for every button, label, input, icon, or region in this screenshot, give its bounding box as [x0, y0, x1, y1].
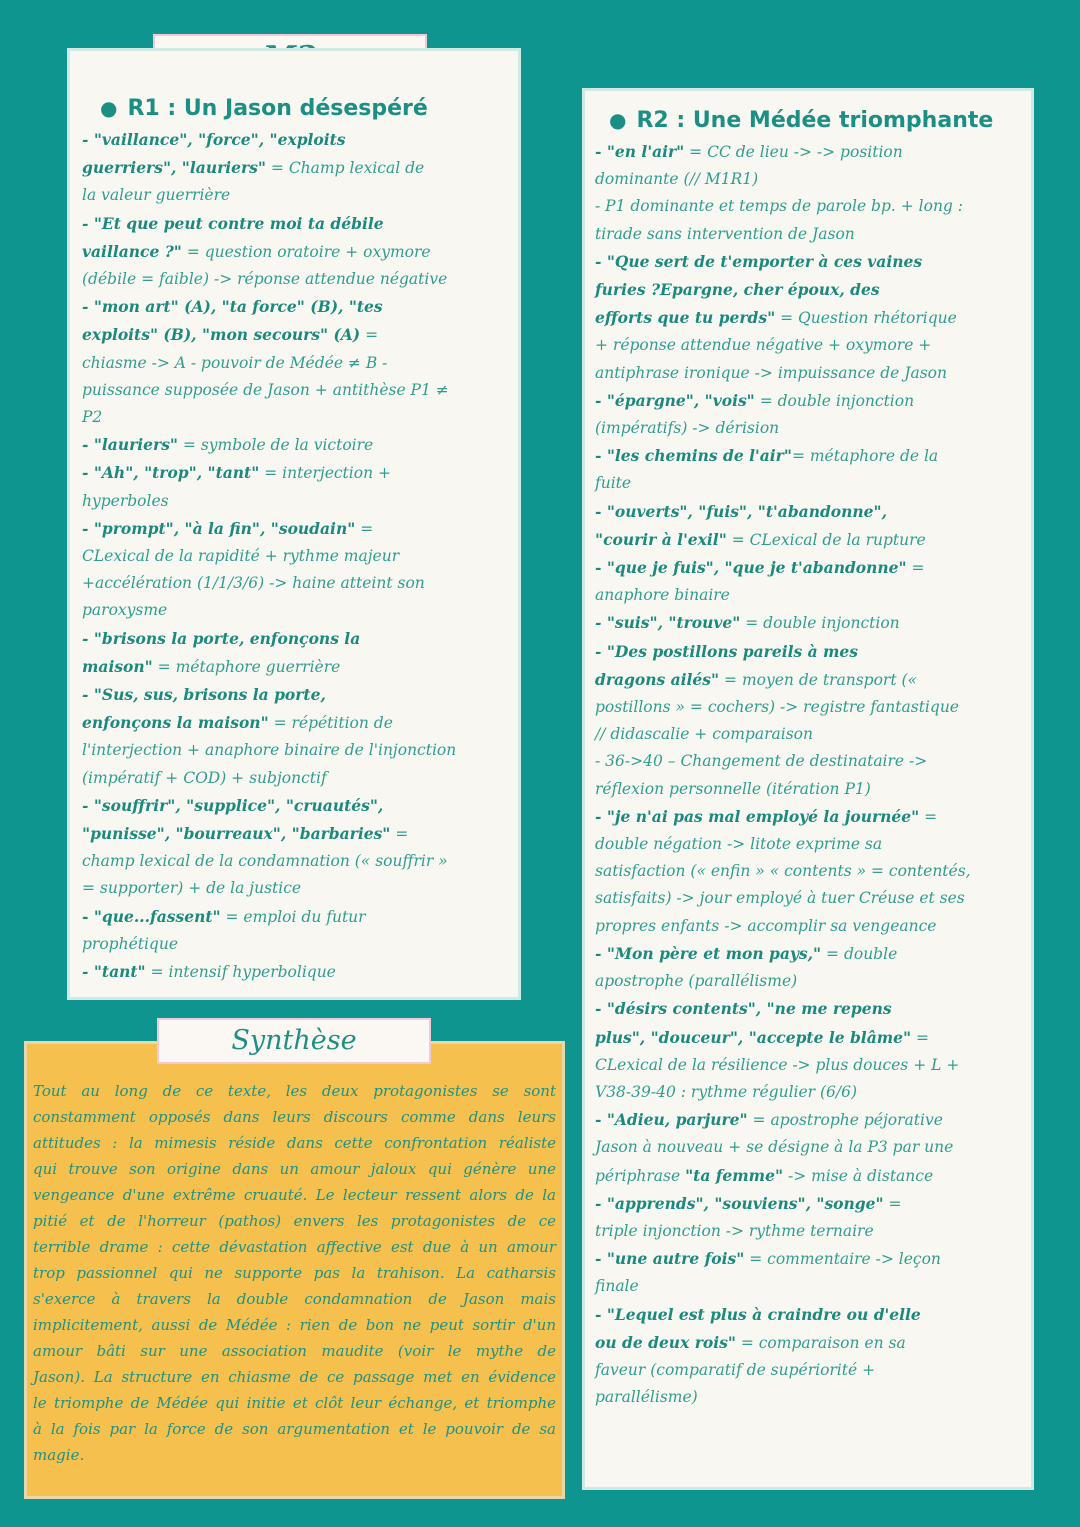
annotation-text: = métaphore guerrière: [152, 657, 341, 676]
synthese-title: Synthèse: [231, 1025, 357, 1056]
r2-note-line: [595, 913, 1021, 940]
r2-note-line: [595, 1245, 1021, 1273]
annotation-text: = Champ lexical de: [265, 159, 425, 178]
quoted-term: - "Ah", "trop", "tant": [82, 463, 260, 483]
synthese-line: trop passionnel qui ne supporte pas la trahison. La catharsis: [33, 1264, 556, 1282]
annotation-text: = comparaison en sa: [735, 1333, 906, 1352]
annotation-text: = Question rhétorique: [775, 309, 957, 328]
quoted-term: "ta femme": [685, 1165, 784, 1185]
r2-note-line: [595, 1273, 1021, 1300]
annotation-text: (impératifs) -> dérision: [595, 419, 780, 438]
annotation-text: V38-39-40 : rythme régulier (6/6): [595, 1082, 858, 1101]
r2-note-line: [595, 748, 1021, 775]
synthese-line: le triomphe de Médée qui initie et clôt leur échange, et triomphe: [33, 1394, 556, 1412]
annotation-text: triple injonction -> rythme ternaire: [595, 1221, 874, 1240]
r2-note-line: [595, 1024, 1021, 1052]
r1-note-line: [82, 404, 508, 431]
r2-note-line: [595, 1134, 1021, 1161]
quoted-term: - "lauriers": [82, 435, 178, 455]
r2-note-line: [595, 387, 1021, 415]
section-heading-r2: ● R2 : Une Médée triomphante: [609, 108, 994, 133]
r2-note-line: [595, 803, 1021, 831]
annotation-text: = emploi du futur: [220, 907, 366, 926]
annotation-text: =: [911, 1028, 929, 1047]
annotation-text: = moyen de transport («: [719, 670, 918, 689]
quoted-term: furies ?Epargne, cher époux, des: [595, 280, 880, 300]
annotation-text: = intensif hyperbolique: [145, 963, 336, 982]
r2-note-line: [595, 721, 1021, 748]
annotation-text: - P1 dominante et temps de parole bp. + long :: [595, 197, 963, 216]
r1-note-line: [82, 293, 508, 321]
r1-note-line: [82, 321, 508, 349]
r1-note-line: [82, 820, 508, 848]
quoted-term: - "Adieu, parjure": [595, 1110, 748, 1130]
r2-note-line: [595, 554, 1021, 582]
r2-note-line: [595, 1218, 1021, 1245]
r2-note-line: [595, 276, 1021, 304]
quoted-term: - "une autre fois": [595, 1249, 745, 1269]
r2-note-line: [595, 666, 1021, 694]
r2-note-line: [595, 526, 1021, 554]
annotation-text: (impératif + COD) + subjonctif: [82, 768, 327, 787]
r2-note-line: [595, 470, 1021, 497]
quoted-term: - "vaillance", "force", "exploits: [82, 130, 346, 149]
r1-note-line: [82, 543, 508, 570]
r1-note-line: [82, 792, 508, 820]
annotation-text: l'interjection + anaphore binaire de l'injonction: [82, 741, 457, 760]
quoted-term: - "Et que peut contre moi ta débile: [82, 213, 384, 233]
r1-note-line: [82, 903, 508, 931]
r2-note-line: [595, 831, 1021, 858]
annotation-text: = symbole de la victoire: [178, 436, 374, 455]
annotation-text: = question oratoire + oxymore: [181, 242, 431, 261]
annotation-text: parallélisme): [595, 1388, 698, 1407]
quoted-term: plus", "douceur", "accepte le blâme": [595, 1027, 912, 1047]
r2-note-line: [595, 332, 1021, 359]
r1-note-line: [82, 459, 508, 487]
r2-note-line: [595, 1384, 1021, 1411]
r1-note-line: [82, 681, 508, 709]
synthese-line: attitudes : la mimesis réside dans cette confrontation réaliste: [33, 1134, 556, 1152]
annotation-text: CLexical de la résilience -> plus douces + L +: [595, 1055, 960, 1074]
r1-note-line: [82, 515, 508, 543]
quoted-term: enfonçons la maison": [82, 713, 269, 733]
annotation-text: = CC de lieu -> -> position: [684, 143, 903, 161]
quoted-term: - "en l'air": [595, 142, 685, 161]
annotation-text: =: [906, 559, 925, 578]
r2-note-line: [595, 1301, 1021, 1329]
annotation-text: fuite: [595, 474, 632, 493]
synthese-line: vengeance d'une extrême cruauté. Le lecteur ressent alors de la: [33, 1186, 556, 1204]
annotation-text: P2: [82, 408, 103, 427]
annotation-text: hyperboles: [82, 491, 169, 510]
r1-note-line: [82, 737, 508, 764]
annotation-text: (débile = faible) -> réponse attendue négative: [82, 270, 448, 289]
r2-note-line: [595, 968, 1021, 995]
r2-note-line: [595, 694, 1021, 721]
r1-note-line: [82, 625, 508, 653]
r2-note-line: [595, 138, 1021, 166]
annotation-text: = supporter) + de la justice: [82, 879, 302, 898]
r2-note-line: [595, 248, 1021, 276]
annotation-text: prophétique: [82, 934, 179, 953]
annotation-text: chiasme -> A - pouvoir de Médée ≠ B -: [82, 353, 388, 372]
synthese-text: [33, 1078, 556, 1468]
r1-note-line: [82, 182, 508, 209]
r2-note-line: [595, 638, 1021, 666]
r2-note-line: [595, 1162, 1021, 1190]
synthese-line: Tout au long de ce texte, les deux protagonistes se sont: [33, 1082, 556, 1100]
quoted-term: - "tant": [82, 962, 146, 982]
quoted-term: maison": [82, 656, 153, 676]
annotation-text: CLexical de la rapidité + rythme majeur: [82, 547, 400, 566]
r1-note-line: [82, 210, 508, 238]
annotation-text: =: [360, 326, 379, 345]
annotation-text: + réponse attendue négative + oxymore +: [595, 336, 932, 355]
annotation-text: -> mise à distance: [783, 1166, 934, 1185]
r2-note-line: [595, 776, 1021, 803]
r2-notes: [595, 138, 1021, 1411]
annotation-text: +accélération (1/1/3/6) -> haine atteint son: [82, 574, 425, 593]
r1-note-line: [82, 488, 508, 515]
annotation-text: satisfaction (« enfin » « contents » = contentés,: [595, 862, 971, 881]
r2-note-line: [595, 304, 1021, 332]
quoted-term: - "ouverts", "fuis", "t'abandonne",: [595, 501, 888, 521]
annotation-text: =: [883, 1194, 902, 1213]
r2-note-line: [595, 582, 1021, 609]
quoted-term: - "apprends", "souviens", "songe": [595, 1193, 884, 1213]
r1-note-line: [82, 377, 508, 404]
quoted-term: "courir à l'exil": [595, 529, 727, 549]
annotation-text: // didascalie + comparaison: [595, 725, 813, 744]
r1-note-line: [82, 597, 508, 624]
annotation-text: puissance supposée de Jason + antithèse P1 ≠: [82, 380, 449, 399]
annotation-text: tirade sans intervention de Jason: [595, 224, 855, 243]
quoted-term: exploits" (B), "mon secours" (A): [82, 325, 361, 345]
r1-note-line: [82, 931, 508, 958]
r1-note-line: [82, 126, 508, 154]
annotation-text: = interjection +: [259, 464, 391, 483]
annotation-text: = métaphore de la: [791, 447, 939, 466]
quoted-term: - "Sus, sus, brisons la porte,: [82, 685, 326, 705]
synthese-line: constamment opposés dans leurs discours comme dans leurs: [33, 1108, 556, 1126]
synthese-title-tab: [157, 1018, 431, 1064]
annotation-text: postillons » = cochers) -> registre fantastique: [595, 698, 959, 717]
quoted-term: - "je n'ai pas mal employé la journée": [595, 806, 920, 826]
quoted-term: dragons ailés": [595, 669, 720, 689]
annotation-text: propres enfants -> accomplir sa vengeance: [595, 916, 937, 935]
quoted-term: efforts que tu perds": [595, 308, 776, 328]
r2-note-line: [595, 995, 1021, 1023]
r1-note-line: [82, 958, 508, 986]
r2-note-line: [595, 609, 1021, 637]
r1-note-line: [82, 875, 508, 902]
annotation-text: =: [355, 519, 374, 538]
quoted-term: - "prompt", "à la fin", "soudain": [82, 518, 356, 538]
quoted-term: - "que...fassent": [82, 906, 221, 926]
quoted-term: - "Lequel est plus à craindre ou d'elle: [595, 1304, 921, 1324]
annotation-text: - 36->40 – Changement de destinataire ->: [595, 752, 928, 771]
r1-note-line: [82, 431, 508, 459]
synthese-line: terrible drame : cette dévastation affective est due à un amour: [33, 1238, 556, 1256]
synthese-line: Jason). La structure en chiasme de ce passage met en évidence: [33, 1368, 556, 1386]
r1-note-line: [82, 653, 508, 681]
synthese-line: qui trouve son origine dans un amour jaloux qui génère une: [33, 1160, 556, 1178]
annotation-text: périphrase: [595, 1166, 686, 1185]
synthese-line: pitié et de l'horreur (pathos) envers les protagonistes de ce: [33, 1212, 556, 1230]
r1-note-line: [82, 848, 508, 875]
synthese-line: à la fois par la force de son argumentation et le pouvoir de sa: [33, 1420, 556, 1438]
synthese-line: amour bâti sur une association maudite (voir le mythe de: [33, 1342, 556, 1360]
quoted-term: - "souffrir", "supplice", "cruautés",: [82, 795, 384, 815]
quoted-term: "punisse", "bourreaux", "barbaries": [82, 824, 391, 844]
r1-note-line: [82, 709, 508, 737]
r2-note-line: [595, 1329, 1021, 1357]
r2-note-line: [595, 360, 1021, 387]
section-heading-r1: ● R1 : Un Jason désespéré: [100, 96, 428, 121]
annotation-text: paroxysme: [82, 601, 168, 620]
r2-note-line: [595, 858, 1021, 885]
r1-note-line: [82, 350, 508, 377]
quoted-term: - "épargne", "vois": [595, 390, 755, 410]
r2-note-line: [595, 1052, 1021, 1079]
r2-note-line: [595, 885, 1021, 912]
annotation-text: = commentaire -> leçon: [744, 1250, 941, 1269]
quoted-term: - "Mon père et mon pays,": [595, 943, 822, 963]
r1-note-line: [82, 570, 508, 597]
r2-note-line: [595, 498, 1021, 526]
annotation-text: champ lexical de la condamnation (« souffrir »: [82, 852, 448, 871]
r2-note-line: [595, 1079, 1021, 1106]
quoted-term: - "les chemins de l'air": [595, 446, 792, 466]
synthese-box: [24, 1041, 565, 1499]
annotation-text: faveur (comparatif de supériorité +: [595, 1360, 876, 1379]
annotation-text: apostrophe (parallélisme): [595, 972, 798, 991]
quoted-term: - "que je fuis", "que je t'abandonne": [595, 558, 907, 578]
annotation-text: = répétition de: [268, 714, 393, 733]
annotation-text: finale: [595, 1277, 639, 1296]
r2-note-line: [595, 193, 1021, 220]
annotation-text: =: [390, 825, 409, 844]
quoted-term: - "Des postillons pareils à mes: [595, 641, 859, 661]
synthese-line: magie.: [33, 1446, 85, 1464]
annotation-text: = double: [821, 944, 898, 963]
r2-note-line: [595, 415, 1021, 442]
quoted-term: - "mon art" (A), "ta force" (B), "tes: [82, 297, 383, 317]
r2-note-line: [595, 1190, 1021, 1218]
annotation-text: la valeur guerrière: [82, 186, 231, 205]
annotation-text: antiphrase ironique -> impuissance de Jason: [595, 363, 947, 382]
annotation-text: Jason à nouveau + se désigne à la P3 par une: [595, 1138, 954, 1157]
r1-note-line: [82, 266, 508, 293]
synthese-line: implicitement, aussi de Médée : rien de bon ne peut sortir d'un: [33, 1316, 556, 1334]
r2-note-line: [595, 166, 1021, 193]
card-r2: [582, 88, 1034, 1490]
annotation-text: = CLexical de la rupture: [726, 530, 926, 549]
quoted-term: vaillance ?": [82, 241, 182, 261]
r1-note-line: [82, 154, 508, 182]
card-r1: [67, 48, 521, 1000]
annotation-text: réflexion personnelle (itération P1): [595, 779, 871, 798]
annotation-text: = apostrophe péjorative: [747, 1111, 943, 1130]
annotation-text: dominante (// M1R1): [595, 170, 759, 189]
quoted-term: guerriers", "lauriers": [82, 158, 266, 178]
annotation-text: =: [919, 807, 938, 826]
synthese-line: s'exerce à travers la double condamnation de Jason mais: [33, 1290, 556, 1308]
quoted-term: - "brisons la porte, enfonçons la: [82, 628, 361, 648]
quoted-term: ou de deux rois": [595, 1332, 736, 1352]
r1-notes: [82, 126, 508, 986]
r2-note-line: [595, 940, 1021, 968]
quoted-term: - "désirs contents", "ne me repens: [595, 999, 892, 1019]
annotation-text: = double injonction: [754, 391, 915, 410]
annotation-text: anaphore binaire: [595, 586, 730, 605]
r1-note-line: [82, 238, 508, 266]
annotation-text: satisfaits) -> jour employé à tuer Créuse et ses: [595, 889, 965, 908]
r2-note-line: [595, 442, 1021, 470]
r2-note-line: [595, 1106, 1021, 1134]
r1-note-line: [82, 765, 508, 792]
quoted-term: - "Que sert de t'emporter à ces vaines: [595, 251, 923, 271]
quoted-term: - "suis", "trouve": [595, 613, 741, 633]
r2-note-line: [595, 1357, 1021, 1384]
r2-note-line: [595, 221, 1021, 248]
annotation-text: double négation -> litote exprime sa: [595, 835, 883, 854]
annotation-text: = double injonction: [740, 614, 900, 633]
